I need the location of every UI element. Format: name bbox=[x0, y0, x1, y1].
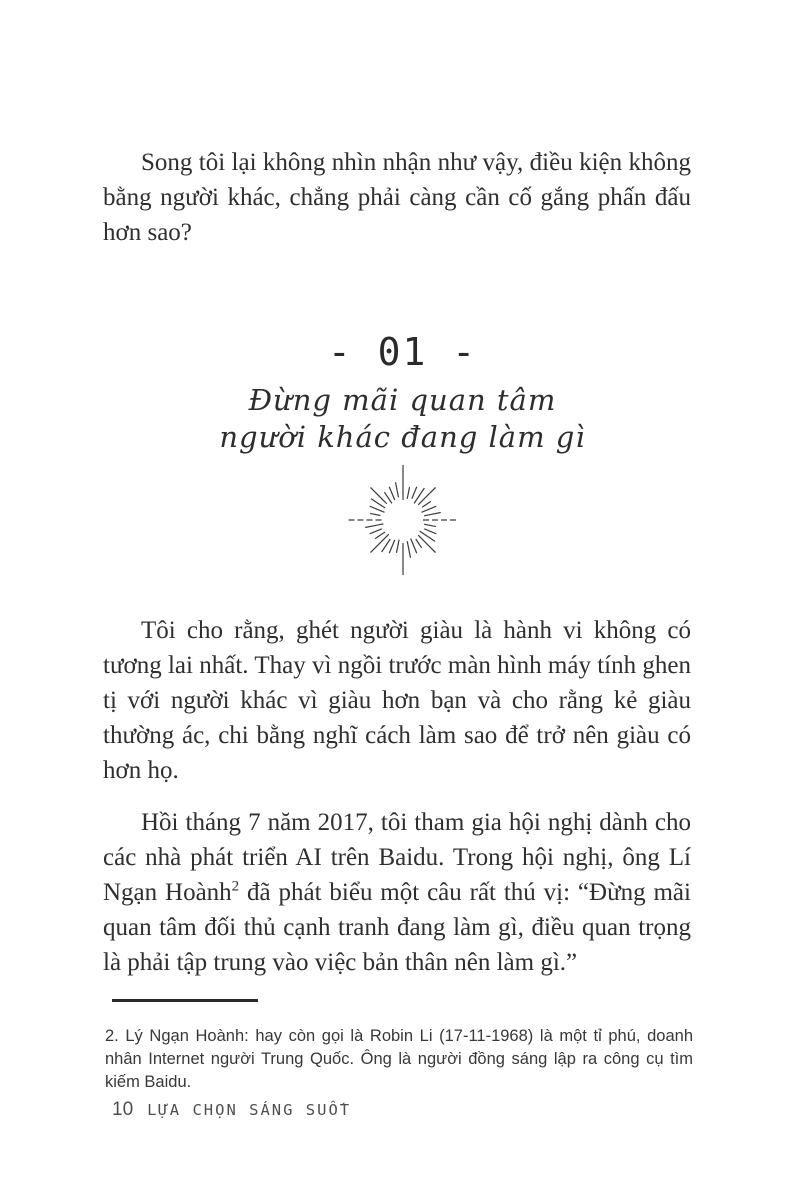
intro-paragraph: Song tôi lại không nhìn nhận như vậy, điều kiện không bằng người khác, chẳng phải càng cần cố gắng phấn đấu hơn sao? bbox=[103, 149, 691, 246]
chapter-title bbox=[0, 382, 805, 456]
chapter-title-line-2: người khác đang làm gì bbox=[219, 420, 586, 454]
body-paragraph-2 bbox=[103, 805, 691, 980]
sunburst-icon bbox=[346, 463, 460, 577]
body-paragraph-2-continuation: đã phát biểu một câu rất thú vị: “Đừng mãi quan tâm đối thủ cạnh tranh đang làm gì, điều quan trọng là phải tập trung vào việc bản thân nên làm gì.” bbox=[103, 879, 691, 976]
page-footer bbox=[112, 1099, 351, 1121]
body-paragraph-2-text: Hồi tháng 7 năm 2017, tôi tham gia hội nghị dành cho các nhà phát triển AI trên Baidu. Trong hội nghị, ông Lí Ngạn Hoành bbox=[103, 809, 691, 906]
chapter-title-line-1: Đừng mãi quan tâm bbox=[248, 383, 557, 417]
book-title: LỰA CHỌN SÁNG SUỐT bbox=[147, 1101, 352, 1119]
page-number: 10 bbox=[112, 1099, 134, 1120]
footnote-text: 2. Lý Ngạn Hoành: hay còn gọi là Robin Li (17-11-1968) là một tỉ phú, doanh nhân Internet người Trung Quốc. Ông là người đồng sáng lập ra công cụ tìm kiếm Baidu. bbox=[105, 1026, 693, 1091]
footnote-divider-rule bbox=[112, 999, 258, 1002]
chapter-number: - 01 - bbox=[327, 330, 478, 374]
footnote-reference-marker: 2 bbox=[231, 878, 240, 895]
body-paragraph-1: Tôi cho rằng, ghét người giàu là hành vi không có tương lai nhất. Thay vì ngồi trước màn hình máy tính ghen tị với người khác vì giàu hơn bạn và cho rằng kẻ giàu thường ác, chi bằng nghĩ cách làm sao để trở nên giàu có hơn họ. bbox=[103, 617, 691, 784]
chapter-divider bbox=[346, 463, 460, 577]
